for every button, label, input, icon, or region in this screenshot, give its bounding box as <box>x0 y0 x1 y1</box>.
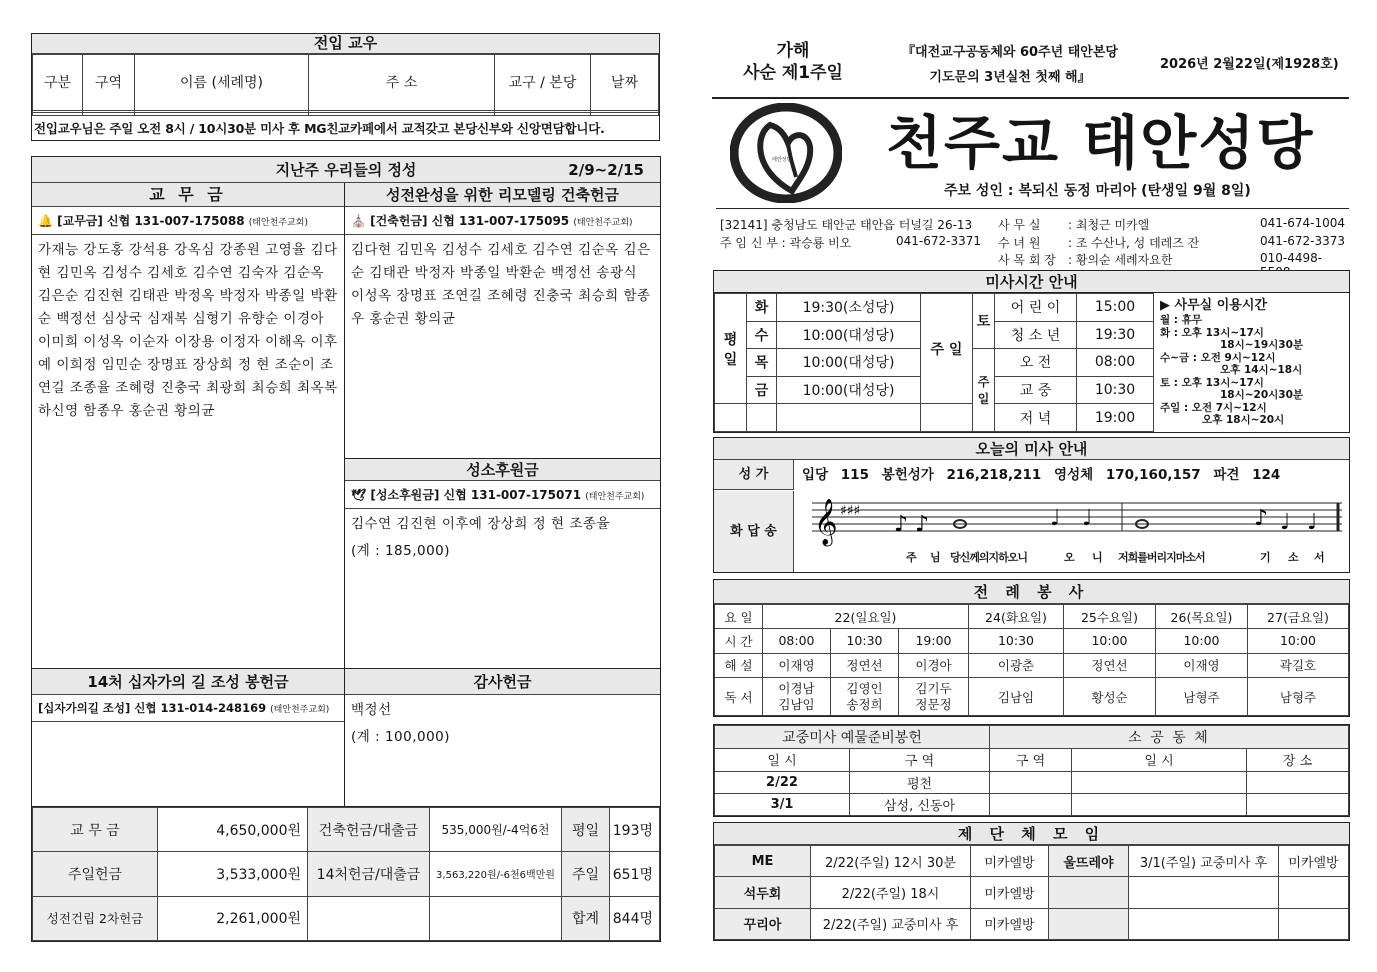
liturgy-day: 24(화요일) <box>969 605 1064 629</box>
totals-table <box>31 806 661 942</box>
reader: 김남임 <box>778 696 815 712</box>
council-name: : 황의순 세례자요한 <box>1068 253 1173 267</box>
liturgy-day-label: 요 일 <box>715 605 763 629</box>
commentator: 이광춘 <box>969 653 1064 677</box>
liturgy-row-label: 시 간 <box>715 629 763 653</box>
liturgy-time-row <box>715 629 1349 653</box>
small-community-title: 소 공 동 체 <box>990 726 1349 749</box>
svg-text:𝄞: 𝄞 <box>814 499 838 545</box>
office-phone: 041-674-1004 <box>1260 216 1346 230</box>
total-value: 4,650,000원 <box>158 808 308 852</box>
reader: 정문정 <box>915 696 952 712</box>
support-bank: (태안천주교회) <box>585 492 645 502</box>
commentator: 이경아 <box>899 653 969 677</box>
motto <box>880 40 1140 90</box>
group-place: 미카엘방 <box>971 877 1049 908</box>
liturgy-time: 10:00 <box>1248 629 1349 653</box>
cross-thanks-section <box>31 668 661 808</box>
contact-block <box>716 208 1349 266</box>
group-time <box>1129 877 1279 908</box>
total-value: 2,261,000원 <box>158 896 308 940</box>
weekday-day: 금 <box>747 376 777 404</box>
svg-text:♪ ♪: ♪ ♪ <box>894 512 930 537</box>
season-label <box>716 40 870 84</box>
liturgy-time: 10:00 <box>1156 629 1248 653</box>
weekday-time: 10:00(대성당) <box>777 349 921 377</box>
community-date-header: 일 시 <box>1072 749 1247 771</box>
church-icon: ⛪ <box>351 214 371 228</box>
liturgy-section <box>713 579 1350 717</box>
church-title: 천주교 태안성당 <box>886 109 1315 177</box>
build-title: 성전완성을 위한 리모델링 건축헌금 <box>345 183 660 207</box>
liturgy-row-label: 해 설 <box>715 653 763 677</box>
group-place <box>1279 908 1349 939</box>
prep-row <box>715 771 1349 793</box>
prep-date: 3/1 <box>715 793 850 815</box>
groups-title: 제 단 체 모 임 <box>714 823 1349 845</box>
svg-text:♩: ♩ <box>1280 510 1291 535</box>
group-name: 울뜨레야 <box>1049 846 1129 877</box>
weekday-time: 10:00(대성당) <box>777 321 921 349</box>
lyric: 저희를버리지마소서 <box>1118 551 1205 564</box>
patron-saint: 주보 성인 : 복되신 동정 마리아 (탄생일 9월 8일) <box>944 183 1251 199</box>
office-hours <box>1160 297 1348 427</box>
liturgy-time: 19:00 <box>899 629 969 653</box>
sunday-mass-name: 저 녁 <box>995 404 1077 432</box>
weekday-day: 목 <box>747 349 777 377</box>
office-role: 사 무 실 <box>998 218 1041 232</box>
total-label: 교 무 금 <box>33 808 158 852</box>
psalm-lyrics <box>802 549 1348 565</box>
office-name: : 최청근 미카엘 <box>1068 218 1150 232</box>
reader-pair <box>899 678 969 716</box>
psalm-staff <box>802 491 1348 572</box>
totals-row <box>33 852 660 896</box>
svg-text:♯♯♯: ♯♯♯ <box>840 503 861 519</box>
total-label: 14처헌금/대출금 <box>308 852 430 896</box>
offering-section <box>31 156 661 669</box>
weekday-label: 평 일 <box>715 294 747 404</box>
office-hours-line: 토 : 오후 13시~17시 <box>1160 376 1264 389</box>
sunday-mass-name: 어 린 이 <box>995 294 1077 322</box>
total-value: 3,563,220원/-6천6백만원 <box>430 852 562 896</box>
cross-bank: (태안천주교회) <box>270 705 330 715</box>
community-place-header: 장 소 <box>1247 749 1349 771</box>
reader-pair <box>763 678 831 716</box>
thanks-names: 백정선 <box>351 702 392 718</box>
prep-row <box>715 793 1349 815</box>
attendance-label: 주일 <box>562 852 610 896</box>
bell-icon: 🔔 <box>38 214 58 228</box>
col-zone: 구역 <box>83 55 135 111</box>
gyomu-column <box>32 183 345 668</box>
group-row <box>715 877 1349 908</box>
reader: 남형주 <box>1156 678 1248 716</box>
council-role: 사 목 회 장 <box>998 253 1056 267</box>
lyric: 서 <box>1314 551 1325 564</box>
support-total: (계 : 185,000) <box>351 543 451 559</box>
build-account-text: [건축헌금] 신협 131-007-175095 <box>370 214 570 228</box>
sunday-mass-time: 10:30 <box>1077 376 1154 404</box>
liturgy-time: 08:00 <box>763 629 831 653</box>
transfer-notice: 전입교우님은 주일 오전 8시 / 10시30분 미사 후 MG친교카페에서 교적갖고 본당신부와 신앙면담합니다. <box>34 121 605 136</box>
total-label <box>308 896 430 940</box>
total-label: 주일헌금 <box>33 852 158 896</box>
sunday-mass-time: 19:30 <box>1077 321 1154 349</box>
build-account <box>345 207 660 235</box>
transfer-title: 전입 교우 <box>32 34 659 54</box>
group-place: 미카엘방 <box>1279 846 1349 877</box>
reader: 김기두 <box>915 680 952 696</box>
cross-account-text: [십자가의길 조성] 신협 131-014-248169 <box>38 701 267 715</box>
liturgy-day: 26(목요일) <box>1156 605 1248 629</box>
lyric: 소 <box>1288 551 1299 564</box>
support-account-text: [성소후원금] 신협 131-007-175071 <box>370 488 582 502</box>
parish-address: [32141] 충청남도 태안군 태안읍 터널길 26-13 <box>720 218 973 232</box>
group-time: 2/22(주일) 18시 <box>811 877 971 908</box>
office-hours-line: 18시~20시30분 <box>1220 389 1304 401</box>
liturgy-day: 25수요일) <box>1064 605 1156 629</box>
transfer-header-row <box>33 55 659 111</box>
reader: 송정희 <box>846 696 883 712</box>
sunday-mass-time: 19:00 <box>1077 404 1154 432</box>
prep-zone: 삼성, 신동아 <box>850 793 990 815</box>
attendance-value: 193명 <box>610 808 660 852</box>
cross-title: 14처 십자가의 길 조성 봉헌금 <box>32 669 344 695</box>
group-place: 미카엘방 <box>971 908 1049 939</box>
sunday-mass-name: 오 전 <box>995 349 1077 377</box>
lyric: 당신께의지하오니 <box>950 551 1028 564</box>
attendance-value: 844명 <box>610 896 660 940</box>
prep-title: 교중미사 예물준비봉헌 <box>715 726 990 749</box>
group-time <box>1129 908 1279 939</box>
convent-name: : 조 수산나, 성 데레즈 잔 <box>1068 236 1200 250</box>
group-time: 2/22(주일) 교중미사 후 <box>811 908 971 939</box>
group-name: ME <box>715 846 811 877</box>
commentator: 정연선 <box>1064 653 1156 677</box>
mass-times-section <box>713 270 1350 433</box>
commentator: 정연선 <box>831 653 899 677</box>
reader-pair <box>831 678 899 716</box>
prep-date: 2/22 <box>715 771 850 793</box>
build-column <box>345 183 660 459</box>
offering-header <box>32 157 660 183</box>
liturgy-comment-row <box>715 653 1349 677</box>
support-column <box>345 459 660 668</box>
support-title: 성소후원금 <box>345 459 660 481</box>
reader: 김남임 <box>969 678 1064 716</box>
hymn-numbers: 입당 115 봉헌성가 216,218,211 영성체 170,160,157 파견 124 <box>802 467 1281 483</box>
weekday-time: 19:30(소성당) <box>777 294 921 322</box>
weekday-day: 수 <box>747 321 777 349</box>
svg-text:♩: ♩ <box>1050 506 1061 531</box>
cross-account <box>32 695 344 722</box>
gyomu-account-text: [교무금] 신협 131-007-175088 <box>57 214 245 228</box>
gyomu-account <box>32 207 344 235</box>
lyrics-text <box>0 0 1 1</box>
parish-logo <box>730 103 842 203</box>
pastor-phone: 041-672-3371 <box>896 234 982 248</box>
commentator: 이재영 <box>763 653 831 677</box>
saturday-mark: 토 <box>973 294 995 349</box>
group-time: 3/1(주일) 교중미사 후 <box>1129 846 1279 877</box>
office-hours-title: ▶ 사무실 이용시간 <box>1160 298 1267 313</box>
masthead-rule <box>712 97 1349 99</box>
sunday-mark: 주 일 <box>973 349 995 432</box>
reader: 황성순 <box>1064 678 1156 716</box>
gyomu-bank: (태안천주교회) <box>248 218 308 228</box>
today-mass-title: 오늘의 미사 안내 <box>714 438 1349 460</box>
season-week: 사순 제1주일 <box>743 63 843 83</box>
sunday-mass-time: 08:00 <box>1077 349 1154 377</box>
col-parish: 교구 / 본당 <box>495 55 591 111</box>
gyomu-title: 교 무 금 <box>32 183 344 207</box>
group-name: 석두회 <box>715 877 811 908</box>
thanks-title: 감사헌금 <box>345 669 660 695</box>
liturgy-day: 22(일요일) <box>763 605 969 629</box>
psalm-label: 화 답 송 <box>714 491 794 572</box>
reader: 남형주 <box>1248 678 1349 716</box>
total-value: 535,000원/-4억6천 <box>430 808 562 852</box>
total-label: 건축헌금/대출금 <box>308 808 430 852</box>
group-place <box>1279 877 1349 908</box>
office-hours-line: 월 : 휴무 <box>1160 314 1202 326</box>
convent-phone: 041-672-3373 <box>1260 234 1346 248</box>
group-name <box>1049 877 1129 908</box>
attendance-value: 651명 <box>610 852 660 896</box>
thanks-column <box>345 669 660 807</box>
group-name <box>1049 908 1129 939</box>
col-name: 이름 (세례명) <box>135 55 309 111</box>
group-name: 꾸리아 <box>715 908 811 939</box>
liturgy-time: 10:00 <box>1064 629 1156 653</box>
season-year: 가해 <box>776 41 810 61</box>
liturgy-title: 전 례 봉 사 <box>714 580 1349 604</box>
liturgy-header-row <box>715 605 1349 629</box>
lyric: 오 <box>1064 551 1075 564</box>
prep-zone-header: 구 역 <box>850 749 990 771</box>
reader: 김영인 <box>846 680 883 696</box>
convent-role: 수 녀 원 <box>998 236 1041 250</box>
lyric: 주 <box>906 551 917 564</box>
col-date: 날짜 <box>591 55 659 111</box>
heart-dove-logo-icon <box>730 103 842 203</box>
totals-row <box>33 896 660 940</box>
totals-row <box>33 808 660 852</box>
group-place: 미카엘방 <box>971 846 1049 877</box>
sunday-label: 주 일 <box>921 294 973 404</box>
liturgy-day: 27(금요일) <box>1248 605 1349 629</box>
lyric: 기 <box>1260 551 1271 564</box>
office-hours-line: 18시~19시30분 <box>1220 339 1304 351</box>
prep-date-header: 일 시 <box>715 749 850 771</box>
mass-times-title: 미사시간 안내 <box>714 271 1349 293</box>
prep-community-section <box>713 724 1350 817</box>
sunday-mass-time: 15:00 <box>1077 294 1154 322</box>
sunday-mass-name: 청 소 년 <box>995 321 1077 349</box>
total-label: 성전건립 2차헌금 <box>33 896 158 940</box>
motto-line2: 기도문의 3년실천 첫째 해』 <box>929 70 1091 85</box>
col-address: 주 소 <box>309 55 495 111</box>
issue-date: 2026년 2월22일(제1928호) <box>1160 57 1339 72</box>
offering-title: 지난주 우리들의 정성 <box>275 161 417 179</box>
sunday-mass-name: 교 중 <box>995 376 1077 404</box>
logo-seal-text: 태안성당 <box>772 157 792 163</box>
group-time: 2/22(주일) 12시 30분 <box>811 846 971 877</box>
commentator: 이재영 <box>1156 653 1248 677</box>
community-zone-header: 구 역 <box>990 749 1072 771</box>
today-mass-section <box>713 437 1350 573</box>
commentator: 곽길호 <box>1248 653 1349 677</box>
liturgy-reader-row <box>715 678 1349 716</box>
group-row <box>715 908 1349 939</box>
hymn-label: 성 가 <box>714 460 794 490</box>
lyric: 니 <box>1092 551 1103 564</box>
weekday-day: 화 <box>747 294 777 322</box>
group-row <box>715 846 1349 877</box>
liturgy-time: 10:30 <box>969 629 1064 653</box>
dove-icon: 🕊 <box>351 488 371 502</box>
attendance-label: 평일 <box>562 808 610 852</box>
col-category: 구분 <box>33 55 83 111</box>
build-bank: (태안천주교회) <box>573 218 633 228</box>
svg-text:♩: ♩ <box>1082 506 1093 531</box>
weekday-time: 10:00(대성당) <box>777 376 921 404</box>
office-hours-line: 오후 18시~20시 <box>1202 414 1285 426</box>
prep-zone: 평천 <box>850 771 990 793</box>
office-hours-line: 수~금 : 오전 9시~12시 <box>1160 351 1276 364</box>
gyomu-names: 가재능 강도홍 강석용 강옥심 강종원 고영율 김다현 김민옥 김성수 김세호 김수연 김숙자 김순옥 김은순 김진현 김태관 박정옥 박정자 박종일 박환순 백정선 심상국 심재복 심형기 유향순 이경아 이미희 이성옥 이순자 이장용 이정자 이해옥 이후예 이희정 임민순 장명표 장상희 정 현 조순이 조연길 조종율 조혜령 진충국 최광희 최승희 최옥복 하신영 함종우 홍순권 황의균 <box>38 242 338 419</box>
groups-section <box>713 822 1350 941</box>
attendance-label: 합계 <box>562 896 610 940</box>
support-names: 김수연 김진현 이후예 장상희 정 현 조종율 <box>351 516 610 532</box>
svg-text:♪: ♪ <box>1254 506 1269 531</box>
liturgy-row-label: 독 서 <box>715 678 763 716</box>
thanks-total: (계 : 100,000) <box>351 729 451 745</box>
svg-text:♩: ♩ <box>1307 510 1318 535</box>
support-account <box>345 481 660 509</box>
pastor: 주 임 신 부 : 곽승룡 비오 <box>720 236 852 250</box>
cross-column <box>32 669 345 807</box>
offering-period: 2/9~2/15 <box>568 161 644 179</box>
office-hours-line: 오후 14시~18시 <box>1220 364 1303 376</box>
total-value: 3,533,000원 <box>158 852 308 896</box>
liturgy-time: 10:30 <box>831 629 899 653</box>
lyric: 님 <box>930 551 941 564</box>
council-phone: 010-4498- <box>1260 251 1323 265</box>
office-hours-line: 화 : 오후 13시~17시 <box>1160 326 1264 339</box>
office-hours-line: 주일 : 오전 7시~12시 <box>1160 401 1267 414</box>
build-names: 김다현 김민옥 김성수 김세호 김수연 김순옥 김은순 김태관 박정자 박종일 박환순 백정선 송광식 이성옥 장명표 조연길 조혜령 진충국 최승희 함종우 홍순권 황의균 <box>351 242 651 327</box>
motto-line1: 『대전교구공동체와 60주년 태안본당 <box>902 45 1118 60</box>
mass-grid <box>714 293 1154 432</box>
reader: 이경남 <box>778 680 815 696</box>
total-value <box>430 896 562 940</box>
transfer-section <box>31 33 660 141</box>
